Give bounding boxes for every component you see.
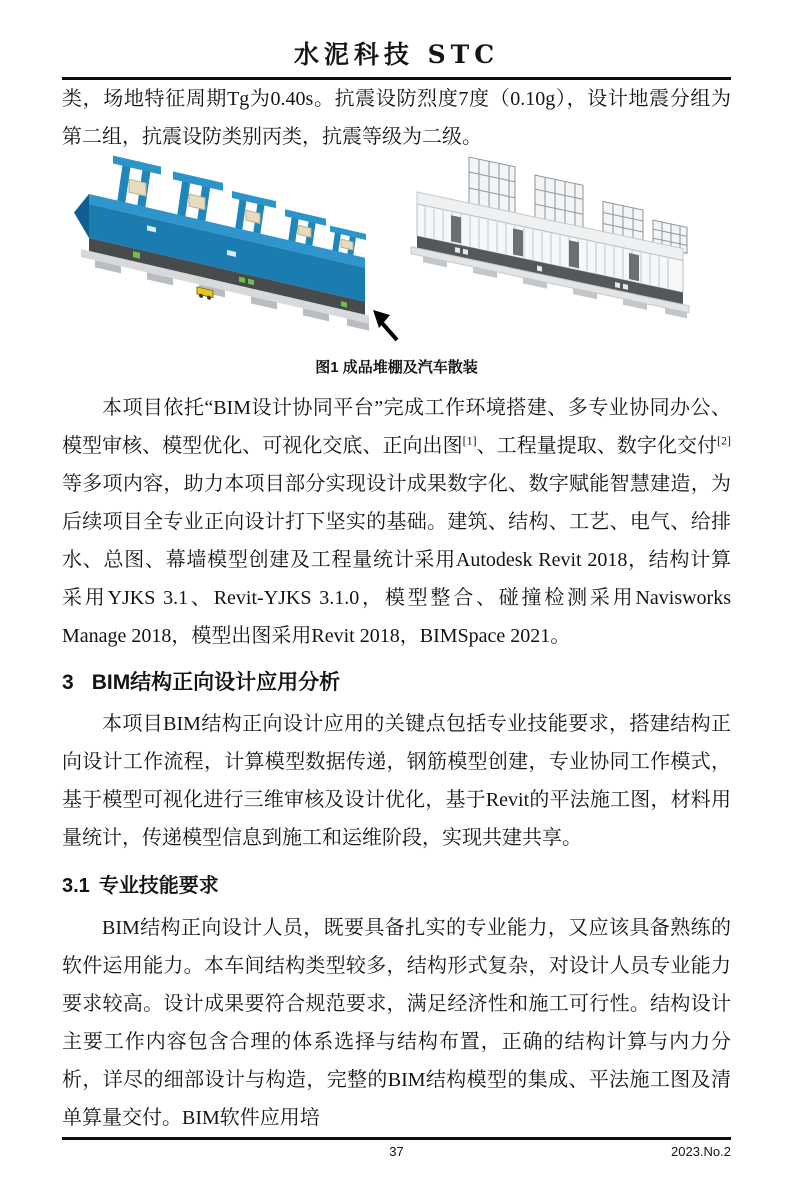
journal-title: 水泥科技 STC — [293, 40, 500, 69]
footer-row — [62, 1144, 731, 1162]
paragraph-bim-platform — [62, 389, 731, 655]
page-header — [62, 40, 731, 80]
arrow-icon — [373, 310, 397, 340]
paragraph-section-3: 本项目BIM结构正向设计应用的关键点包括专业技能要求，搭建结构正向设计工作流程，计算模型数据传递，钢筋模型创建，专业协同工作模式，基于模型可视化进行三维审核及设计优化，基于Revit的平法施工图，材料用量统计，传递模型信息到施工和运维阶段，实现共建共享。 — [62, 713, 731, 850]
citation-2: [2] — [717, 433, 732, 448]
figure-caption: 图1 成品堆棚及汽车散装 — [315, 359, 478, 376]
figure-1 — [62, 160, 731, 387]
wireframe-model — [411, 145, 689, 319]
section-number: 3 — [62, 671, 74, 694]
paragraph-section-3-1: BIM结构正向设计人员，既要具备扎实的专业能力，又应该具备熟练的软件运用能力。本车间结构类型较多，结构形式复杂，对设计人员专业能力要求较高。设计成果要符合规范要求，满足经济性和施工可行性。结构设计主要工作内容包含合理的体系选择与结构布置，正确的结构计算与内力分析，详尽的细部设计与构造，完整的BIM结构模型的集成、平法施工图及清单算量交付。BIM软件应用培 — [62, 917, 731, 1130]
subsection-number: 3.1 — [62, 875, 90, 898]
paragraph-text: 、工程量提取、数字化交付 — [476, 435, 718, 457]
footer-rule — [62, 1137, 731, 1140]
figure-image — [79, 160, 715, 346]
citation-1: [1] — [462, 433, 477, 448]
subsection-title: 专业技能要求 — [98, 875, 219, 898]
page-number: 37 — [389, 1144, 404, 1160]
section-3-heading — [62, 668, 731, 697]
document-body — [62, 80, 731, 1137]
section-title: BIM结构正向设计应用分析 — [91, 671, 341, 694]
blue-model — [74, 147, 369, 337]
section-3-1-heading — [62, 872, 731, 900]
issue-label: 2023.No.2 — [671, 1144, 731, 1160]
page-footer — [62, 1137, 731, 1178]
paragraph-text: 本项目依托“BIM设计协同平台”完成工作环境搭建、多专业协同办公、模型审核、模型优化、可视化交底、正向出图 — [62, 397, 731, 457]
paragraph-continuation: 类，场地特征周期Tg为0.40s。抗震设防烈度7度（0.10g），设计地震分组为第二组，抗震设防类别丙类，抗震等级为二级。 — [62, 88, 731, 148]
paragraph-text: 等多项内容，助力本项目部分实现设计成果数字化、数字赋能智慧建造，为后续项目全专业正向设计打下坚实的基础。建筑、结构、工艺、电气、给排水、总图、幕墙模型创建及工程量统计采用Autodesk Revit 2018，结构计算采用YJKS 3.1、Revit-YJKS 3.1.0，模型整合、碰撞检测采用Navisworks Manage 2018，模型出图采用Revit 2018，BIMSpace 2021。 — [62, 473, 731, 647]
